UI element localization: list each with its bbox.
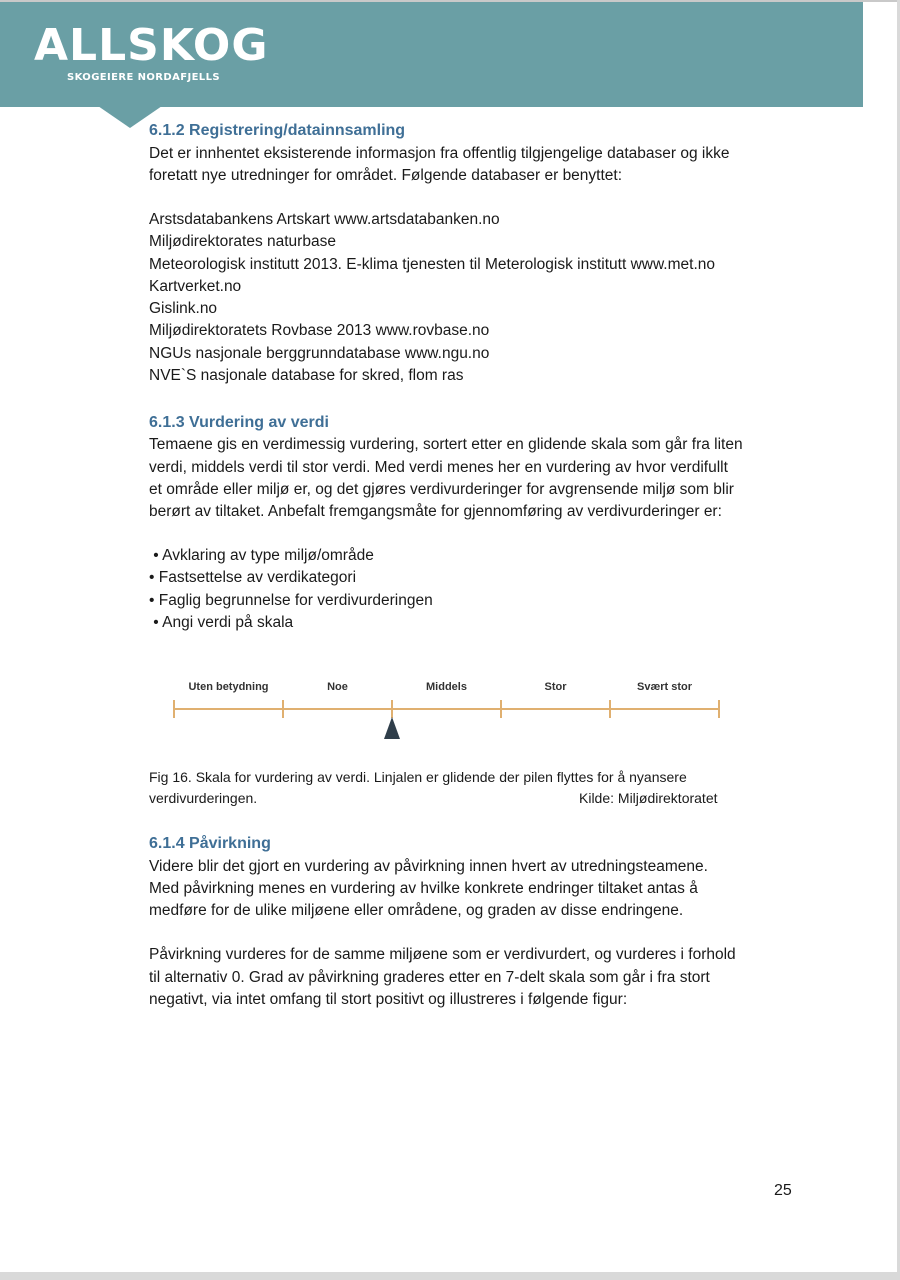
- logo-subtitle: SKOGEIERE NORDAFJELLS: [67, 72, 220, 83]
- bullet-item: • Fastsettelse av verdikategori: [149, 569, 357, 586]
- page-bottom-edge: [0, 1272, 900, 1280]
- database-item: NGUs nasjonale berggrunndatabase www.ngu.no: [149, 345, 490, 362]
- paragraph-line: Videre blir det gjort en vurdering av påvirkning innen hvert av utredningsteamene.: [149, 858, 708, 875]
- scale-category-label: Svært stor: [636, 681, 693, 693]
- heading-6-1-4: 6.1.4 Påvirkning: [149, 835, 271, 852]
- figure-caption: Fig 16. Skala for vurdering av verdi. Linjalen er glidende der pilen flyttes for å nyansere: [149, 769, 687, 785]
- figure-caption-line2: verdivurderingen.: [149, 790, 258, 806]
- scale-category-label: Stor: [544, 681, 567, 693]
- heading-6-1-2: 6.1.2 Registrering/datainnsamling: [149, 122, 406, 139]
- database-item: Miljødirektoratets Rovbase 2013 www.rovbase.no: [149, 322, 490, 339]
- paragraph-line: Påvirkning vurderes for de samme miljøene som er verdivurdert, og vurderes i forhold: [149, 946, 736, 963]
- paragraph-line: medføre for de ulike miljøene eller områdene, og graden av disse endringene.: [149, 902, 684, 919]
- paragraph-line: Temaene gis en verdimessig vurdering, sortert etter en glidende skala som går fra liten: [149, 436, 743, 453]
- figure-source: Kilde: Miljødirektoratet: [579, 790, 718, 806]
- database-item: Kartverket.no: [149, 278, 242, 295]
- scale-pointer-arrow: [384, 717, 400, 739]
- logo-text: ALLSKOG: [34, 20, 269, 71]
- paragraph-line: et område eller miljø er, og det gjøres verdivurderinger for avgrensende miljø som blir: [149, 481, 734, 498]
- database-item: NVE`S nasjonale database for skred, flom ras: [149, 367, 464, 384]
- paragraph-line: berørt av tiltaket. Anbefalt fremgangsmåte for gjennomføring av verdivurderinger er:: [149, 503, 722, 520]
- paragraph-line: Det er innhentet eksisterende informasjon fra offentlig tilgjengelige databaser og ikke: [149, 145, 730, 162]
- header-band: [0, 2, 863, 107]
- database-item: Miljødirektorates naturbase: [149, 233, 336, 250]
- paragraph-line: Med påvirkning menes en vurdering av hvilke konkrete endringer tiltaket antas å: [149, 880, 698, 897]
- paragraph-line: foretatt nye utredninger for området. Følgende databaser er benyttet:: [149, 167, 623, 184]
- heading-6-1-3: 6.1.3 Vurdering av verdi: [149, 414, 329, 431]
- database-item: Meteorologisk institutt 2013. E-klima tjenesten til Meterologisk institutt www.met.no: [149, 256, 715, 273]
- bullet-item: • Angi verdi på skala: [149, 614, 294, 631]
- database-item: Gislink.no: [149, 300, 218, 317]
- page-number: 25: [774, 1182, 792, 1199]
- paragraph-line: verdi, middels verdi til stor verdi. Med verdi menes her en vurdering av hvor verdifullt: [149, 459, 728, 476]
- bullet-item: • Faglig begrunnelse for verdivurderingen: [149, 592, 433, 609]
- scale-category-label: Noe: [327, 681, 348, 693]
- database-item: Arstsdatabankens Artskart www.artsdatabanken.no: [149, 211, 500, 228]
- paragraph-line: til alternativ 0. Grad av påvirkning graderes etter en 7-delt skala som går i fra stort: [149, 969, 710, 986]
- bullet-item: • Avklaring av type miljø/område: [149, 547, 374, 564]
- paragraph-line: negativt, via intet omfang til stort positivt og illustreres i følgende figur:: [149, 991, 628, 1008]
- scale-category-label: Middels: [426, 681, 467, 693]
- scale-category-label: Uten betydning: [188, 681, 269, 693]
